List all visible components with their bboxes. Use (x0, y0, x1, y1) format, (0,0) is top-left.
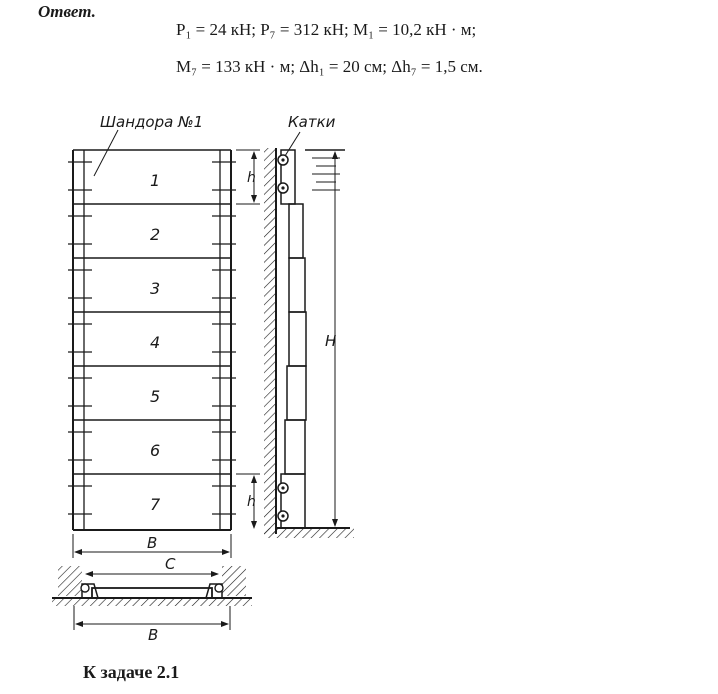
panel-label-3: 3 (150, 279, 161, 298)
dim-h-top: h (247, 170, 256, 186)
label-katki: Катки (288, 113, 336, 131)
dim-h-bottom: h (247, 494, 256, 510)
panel-label-1: 1 (150, 171, 161, 190)
dim-B-top: B (147, 534, 158, 552)
side-section-view (264, 132, 354, 538)
label-shandora: Шандора №1 (100, 113, 204, 131)
panel-label-2: 2 (150, 225, 161, 244)
answer-line-1: P₁ = 24 кН; P₇ = 312 кН; M₁ = 10,2 кН · м; (176, 20, 477, 39)
stoplog-front-view (68, 130, 260, 530)
panel-label-5: 5 (150, 387, 161, 406)
dim-C: C (165, 555, 176, 573)
panel-label-7: 7 (150, 495, 161, 514)
dim-C-lines (85, 571, 219, 577)
dim-B-bottom: B (148, 626, 159, 644)
panel-label-6: 6 (150, 441, 161, 460)
panel-label-4: 4 (150, 333, 161, 352)
dim-H: H (325, 332, 337, 350)
figure-caption: К задаче 2.1 (83, 662, 180, 682)
answer-line-2: M₇ = 133 кН · м; Δh₁ = 20 см; Δh₇ = 1,5 см. (176, 57, 483, 76)
answer-label: Ответ. (38, 2, 96, 21)
plan-section-view (52, 566, 252, 630)
